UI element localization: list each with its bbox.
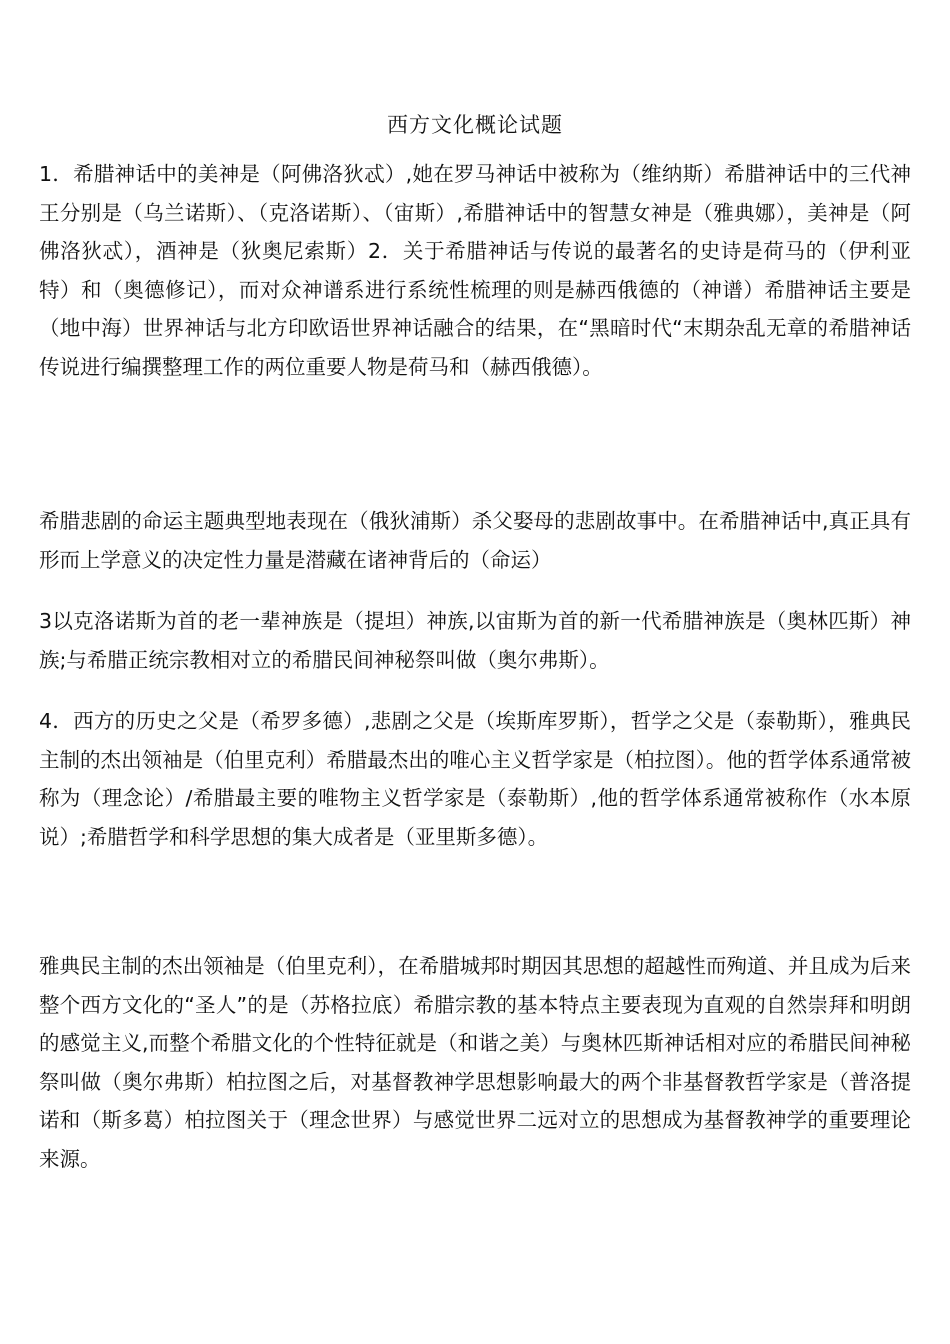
- paragraph-tragedy-fate: 希腊悲剧的命运主题典型地表现在（俄狄浦斯）杀父娶母的悲剧故事中。在希腊神话中,真正具有形而上学意义的决定性力量是潜藏在诸神背后的（命运）: [39, 509, 911, 572]
- page-title: 西方文化概论试题: [387, 113, 563, 137]
- paragraph-titans-olympians: 3以克洛诺斯为首的老一辈神族是（提坦）神族,以宙斯为首的新一代希腊神族是（奥林匹斯）神族;与希腊正统宗教相对立的希腊民间神秘祭叫做（奥尔弗斯）。: [39, 609, 911, 672]
- paragraph-athenian-democracy: 雅典民主制的杰出领袖是（伯里克利），在希腊城邦时期因其思想的超越性而殉道、并且成为后来整个西方文化的“圣人”的是（苏格拉底）希腊宗教的基本特点主要表现为直观的自然崇拜和明朗的感觉主义,而整个希腊文化的个性特征就是（和谐之美）与奥林匹斯神话相对应的希腊民间神秘祭叫做（奥尔弗斯）柏拉图之后，对基督教神学思想影响最大的两个非基督教哲学家是（普洛提诺和（斯多葛）柏拉图关于（理念世界）与感觉世界二远对立的思想成为基督教神学的重要理论来源。: [39, 954, 911, 1171]
- paragraph-greek-mythology: 1．希腊神话中的美神是（阿佛洛狄忒）,她在罗马神话中被称为（维纳斯）希腊神话中的三代神王分别是（乌兰诺斯）、（克洛诺斯）、（宙斯）,希腊神话中的智慧女神是（雅典娜），美神是（阿佛洛狄忒），酒神是（狄奥尼索斯）2．关于希腊神话与传说的最著名的史诗是荷马的（伊利亚特）和（奥德修记），而对众神谱系进行系统性梳理的则是赫西俄德的（神谱）希腊神话主要是（地中海）世界神话与北方印欧语世界神话融合的结果，在“黑暗时代“末期杂乱无章的希腊神话传说进行编撰整理工作的两位重要人物是荷马和（赫西俄德）。: [39, 162, 911, 379]
- paragraph-fathers-philosophy: 4．西方的历史之父是（希罗多德）,悲剧之父是（埃斯库罗斯），哲学之父是（泰勒斯），雅典民主制的杰出领袖是（伯里克利）希腊最杰出的唯心主义哲学家是（柏拉图）。他的哲学体系通常被称为（理念论）/希腊最主要的唯物主义哲学家是（泰勒斯）,他的哲学体系通常被称作（水本原说）;希腊哲学和科学思想的集大成者是（亚里斯多德）。: [39, 709, 911, 849]
